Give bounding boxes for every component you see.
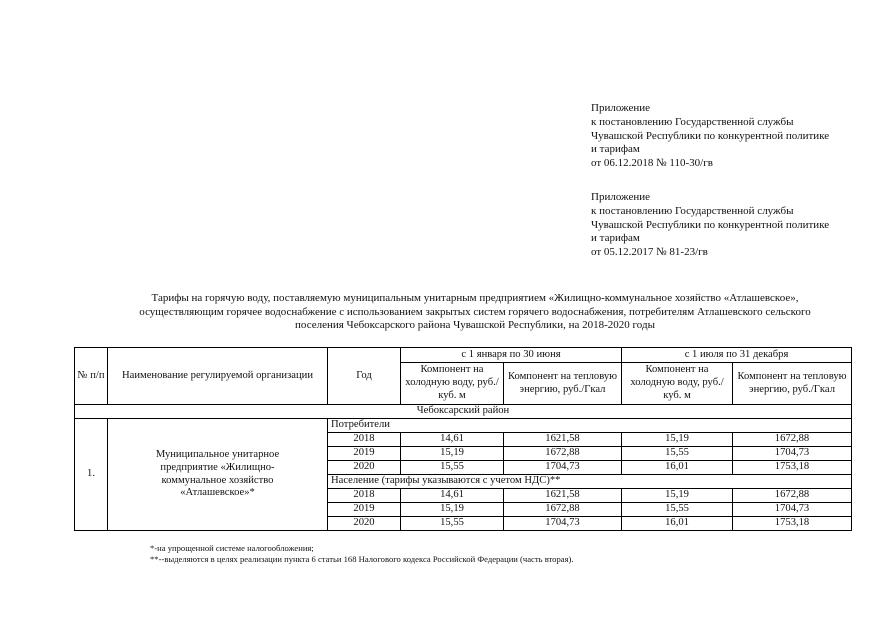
header-year: Год [328,348,401,405]
cold-water-1-cell: 14,61 [401,489,504,503]
group-label-consumers: Потребители [328,419,852,433]
appendix-date-number: от 06.12.2018 № 110-30/гв [591,157,713,170]
cold-water-1-cell: 14,61 [401,433,504,447]
appendix-block-previous [591,191,829,260]
table-header-row [75,348,852,363]
district-label: Чебоксарский район [75,405,852,419]
appendix-line: Приложение [591,102,651,114]
appendix-line: и тарифам [591,232,640,245]
appendix-line: и тарифам [591,143,640,156]
cold-water-2-cell: 15,19 [622,433,733,447]
heat-energy-1-cell: 1672,88 [504,447,622,461]
district-row [75,405,852,419]
header-cold-water-2: Компонент на холодную воду, руб./куб. м [622,363,733,405]
heat-energy-2-cell: 1672,88 [733,433,852,447]
header-organization: Наименование регулируемой организации [108,348,328,405]
heat-energy-1-cell: 1704,73 [504,517,622,531]
header-heat-energy-1: Компонент на тепловую энергию, руб./Гкал [504,363,622,405]
row-number: 1. [75,419,108,531]
heat-energy-2-cell: 1704,73 [733,503,852,517]
appendix-line: Чувашской Республики по конкурентной политике [591,218,830,231]
cold-water-2-cell: 15,55 [622,503,733,517]
cold-water-2-cell: 16,01 [622,461,733,475]
appendix-line: к постановлению Государственной службы [591,204,794,217]
cold-water-1-cell: 15,55 [401,461,504,475]
heat-energy-2-cell: 1704,73 [733,447,852,461]
footnote-simplified-tax: *-на упрощенной системе налогообложения; [150,543,314,553]
heat-energy-1-cell: 1672,88 [504,503,622,517]
year-cell: 2018 [328,489,401,503]
year-cell: 2019 [328,503,401,517]
cold-water-1-cell: 15,55 [401,517,504,531]
heat-energy-1-cell: 1621,58 [504,489,622,503]
appendix-line: Чувашской Республики по конкурентной политике [591,129,830,142]
appendix-date-number: от 05.12.2017 № 81-23/гв [591,246,708,259]
year-cell: 2018 [328,433,401,447]
year-cell: 2020 [328,461,401,475]
appendix-line: к постановлению Государственной службы [591,115,794,128]
title-line: осуществляющим горячее водоснабжение с использованием закрытых систем горячего водоснабжения, потребителям Атлашевского сельского [139,305,811,318]
title-line: Тарифы на горячую воду, поставляемую муниципальным унитарным предприятием «Жилищно-коммунальное хозяйство «Атлашевское», [151,292,799,304]
header-heat-energy-2: Компонент на тепловую энергию, руб./Гкал [733,363,852,405]
organization-name: Муниципальное унитарное предприятие «Жилищно-коммунальное хозяйство «Атлашевское»* [108,419,328,531]
heat-energy-2-cell: 1753,18 [733,517,852,531]
header-number: № п/п [75,348,108,405]
appendix-line: Приложение [591,191,651,203]
group-row [75,419,852,433]
group-label-population: Население (тарифы указываются с учетом НДС)** [328,475,852,489]
heat-energy-2-cell: 1672,88 [733,489,852,503]
header-period-second-half: с 1 июля по 31 декабря [622,348,852,363]
title-line: поселения Чебоксарского района Чувашской Республики, на 2018-2020 годы [295,319,655,332]
cold-water-1-cell: 15,19 [401,447,504,461]
heat-energy-2-cell: 1753,18 [733,461,852,475]
cold-water-2-cell: 15,19 [622,489,733,503]
header-period-first-half: с 1 января по 30 июня [401,348,622,363]
document-title [60,292,890,333]
year-cell: 2020 [328,517,401,531]
heat-energy-1-cell: 1621,58 [504,433,622,447]
header-cold-water-1: Компонент на холодную воду, руб./куб. м [401,363,504,405]
tariff-table [74,347,852,531]
footnote-vat: **--выделяются в целях реализации пункта 6 статьи 168 Налогового кодекса Российской Федерации (часть вторая). [150,554,574,564]
appendix-block-current [591,102,829,171]
cold-water-2-cell: 16,01 [622,517,733,531]
year-cell: 2019 [328,447,401,461]
cold-water-2-cell: 15,55 [622,447,733,461]
cold-water-1-cell: 15,19 [401,503,504,517]
heat-energy-1-cell: 1704,73 [504,461,622,475]
